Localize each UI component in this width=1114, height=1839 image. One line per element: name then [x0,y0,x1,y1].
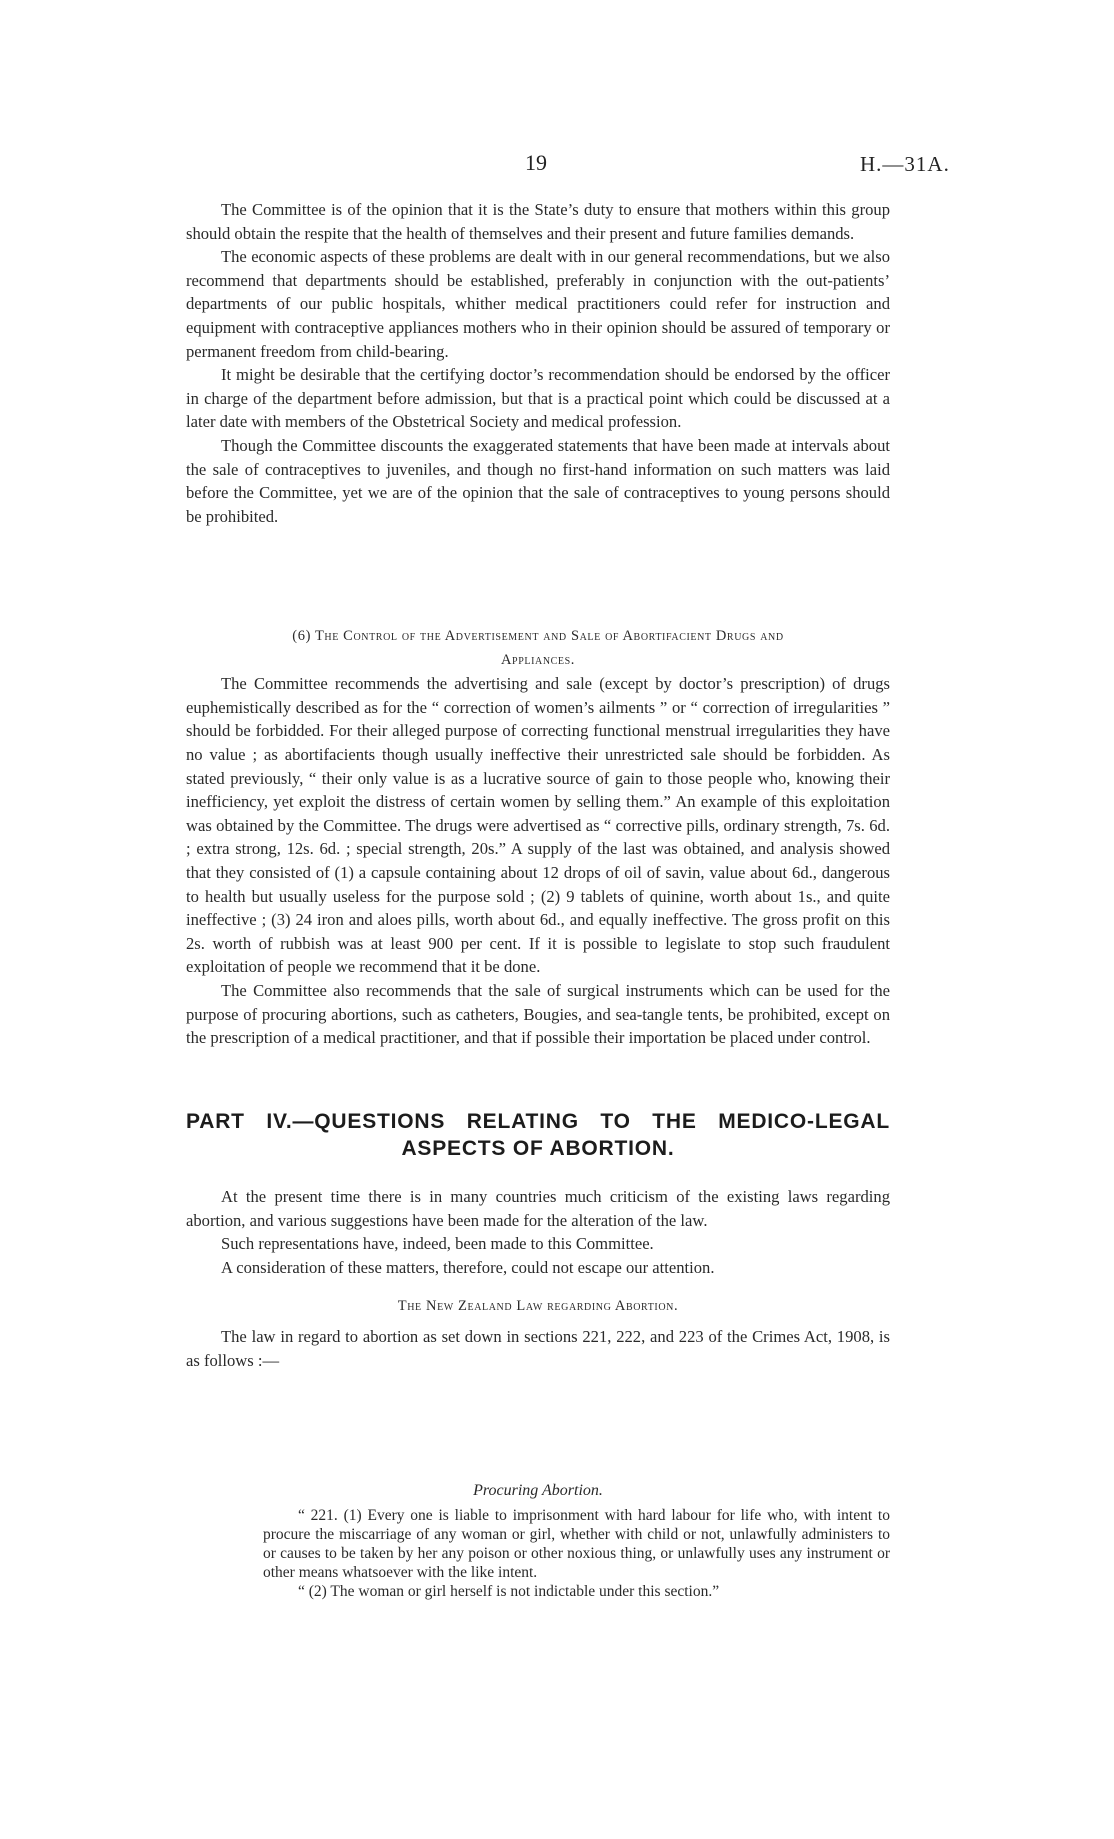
paragraph: The Committee is of the opinion that it is the State’s duty to ensure that mothers within this group should obtain the respite that the health of themselves and their present and future families demands. [186,200,890,243]
paragraph: A consideration of these matters, therefore, could not escape our attention. [221,1257,715,1277]
document-reference: H.—31A. [860,152,950,176]
section-heading-line2: Appliances. [500,651,576,668]
nz-law-heading: The New Zealand Law regarding Abortion. [397,1298,679,1315]
paragraph: The Committee also recommends that the sale of surgical instruments which can be used for the purpose of procuring abortions, such as catheters, Bougies, and sea-tangle tents, be prohibited, except on the prescription of a medical practitioner, and that if possible their importation be placed under control. [186,980,890,1048]
paragraph: The economic aspects of these problems are dealt with in our general recommendations, but we also recommend that departments should be established, preferably in conjunction with the out-patients’ departments of our public hospitals, whither medical practitioners could refer for instruction and equipment with contraceptive appliances mothers who in their opinion should be assured of temporary or permanent freedom from child-bearing. [186,247,890,361]
page-number: 19 [525,150,547,175]
section-abortifacient-drugs [186,625,890,1050]
paragraph: Though the Committee discounts the exaggerated statements that have been made at intervals about the sale of contraceptives to juveniles, and though no first-hand information on such matters was laid before the Committee, yet we are of the opinion that the sale of contraceptives to young persons should be prohibited. [186,435,890,526]
paragraph: Such representations have, indeed, been made to this Committee. [221,1234,654,1254]
paragraph: The Committee recommends the advertising and sale (except by doctor’s prescription) of drugs euphemistically described as for the “ correction of women’s ailments ” or “ correction of irregularities ” should be forbidded. For their alleged purpose of correcting functional menstrual irregularities they have no value ; as abortifacients though usually ineffective their unrestricted sale should be forbidden. As stated previously, “ their only value is as a lucrative source of gain to those people who, knowing their inefficiency, yet exploit the distress of certain women by selling them.” An example of this exploitation was obtained by the Committee. The drugs were advertised as “ corrective pills, ordinary strength, 7s. 6d. ; extra strong, 12s. 6d. ; special strength, 20s.” A supply of the last was obtained, and analysis showed that they consisted of (1) a capsule containing about 12 drops of oil of savin, value about 6d., dangerous to health but usually useless for the purpose sold ; (2) 9 tablets of quinine, worth about 1s., and quite ineffective ; (3) 24 iron and aloes pills, worth about 6d., and equally ineffective. The gross profit on this 2s. worth of rubbish was at least 900 per cent. If it is possible to legislate to stop such fraudulent exploitation of people we recommend that it be done. [186,674,890,977]
section-heading [186,625,890,672]
section-heading-line1: (6) The Control of the Advertisement and Sale of Abortifacient Drugs and [292,628,784,644]
italic-heading: Procuring Abortion. [473,1482,603,1499]
quote-paragraph: “ (2) The woman or girl herself is not indictable under this section.” [298,1583,720,1600]
quote-paragraph: “ 221. (1) Every one is liable to imprisonment with hard labour for life who, with intent to procure the miscarriage of any woman or girl, whether with child or not, unlawfully administers to or causes to be taken by her any poison or other noxious thing, or unlawfully uses any instrument or other means whatsoever with the like intent. [263,1507,890,1581]
section-contraception [186,198,890,528]
statute-quote [263,1506,890,1601]
part-title-line2: ASPECTS OF ABORTION. [401,1137,675,1160]
paragraph: It might be desirable that the certifying doctor’s recommendation should be endorsed by the officer in charge of the department before admission, but that is a practical point which could be discussed at a later date with members of the Obstetrical Society and medical profession. [186,365,890,432]
section-medico-legal [186,1185,890,1373]
procuring-abortion-heading-block [186,1480,890,1502]
paragraph: At the present time there is in many countries much criticism of the existing laws regarding abortion, and various suggestions have been made for the alteration of the law. [186,1187,890,1230]
paragraph: The law in regard to abortion as set down in sections 221, 222, and 223 of the Crimes Act, 1908, is as follows :— [186,1327,890,1370]
part-heading [186,1108,890,1162]
part-title-line1: PART IV.—QUESTIONS RELATING TO THE MEDICO-LEGAL [186,1110,890,1133]
